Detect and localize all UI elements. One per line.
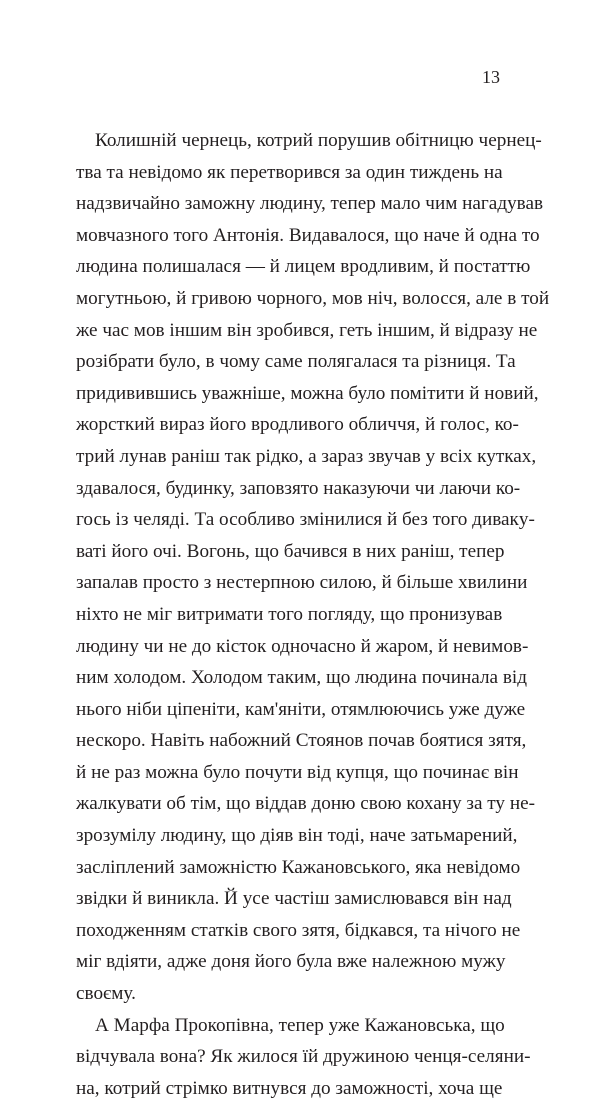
text-line: міг вдіяти, адже доня його була вже належною мужу (76, 951, 506, 973)
text-line: своєму. (76, 983, 136, 1005)
text-line: трий лунав раніш так рідко, а зараз звучав у всіх кутках, (76, 445, 537, 467)
text-line: людина полишалася — й лицем вродливим, й постаттю (76, 256, 531, 278)
text-line: звідки й виникла. Й усе частіш замислювався він над (76, 888, 512, 910)
text-line: нескоро. Навіть набожний Стоянов почав боятися зятя, (76, 730, 527, 752)
text-line: Колишній чернець, котрий порушив обітницю чернец- (95, 130, 542, 151)
text-line: придивившись уважніше, можна було помітити й новий, (76, 382, 539, 404)
text-line: засліплений заможністю Кажановського, яка невідомо (76, 856, 521, 878)
text-line: й не раз можна було почути від купця, що починає він (76, 761, 519, 783)
text-line: могутньою, й гривою чорного, мов ніч, волосся, але в той (76, 287, 550, 309)
page-number: 13 (482, 67, 500, 87)
text-line: надзвичайно заможну людину, тепер мало чим нагадував (76, 193, 544, 215)
text-line: нього ніби ціпеніти, кам'яніти, отямлюючись уже дуже (76, 698, 526, 720)
text-line: тва та невідомо як перетворився за один тиждень на (76, 161, 503, 183)
text-line: ним холодом. Холодом таким, що людина починала від (76, 667, 528, 689)
text-line: же час мов іншим він зробився, геть іншим, й відразу не (76, 319, 538, 341)
text-line: жалкувати об тім, що віддав доню свою кохану за ту не- (76, 793, 535, 815)
text-line: походженням статків свого зятя, бідкався, та нічого не (76, 919, 521, 941)
text-line: зрозумілу людину, що діяв він тоді, наче затьмарений, (76, 825, 518, 847)
text-line: ніхто не міг витримати того погляду, що пронизував (76, 603, 503, 625)
text-line: на, котрий стрімко витнувся до заможності, хоча ще (76, 1077, 503, 1099)
text-line: мовчазного того Антонія. Видавалося, що наче й одна то (76, 224, 540, 246)
text-line: ваті його очі. Вогонь, що бачився в них раніш, тепер (76, 540, 505, 562)
text-line: людину чи не до кісток одночасно й жаром, й невимов- (76, 635, 529, 657)
text-line: відчувала вона? Як жилося їй дружиною ченця-селяни- (76, 1046, 531, 1068)
text-line: здавалося, будинку, заповзято наказуючи чи лаючи ко- (76, 477, 521, 499)
text-line: жорсткий вираз його вродливого обличчя, й голос, ко- (76, 414, 519, 436)
text-line: гось із челяді. Та особливо змінилися й без того дивакy- (76, 509, 535, 531)
text-line: розібрати було, в чому саме полягалася та різниця. Та (76, 351, 516, 373)
text-line: запалав просто з нестерпною силою, й більше хвилини (76, 572, 528, 594)
body-text (76, 125, 550, 1104)
text-line: А Марфа Прокопівна, тепер уже Кажановська, що (95, 1014, 505, 1036)
